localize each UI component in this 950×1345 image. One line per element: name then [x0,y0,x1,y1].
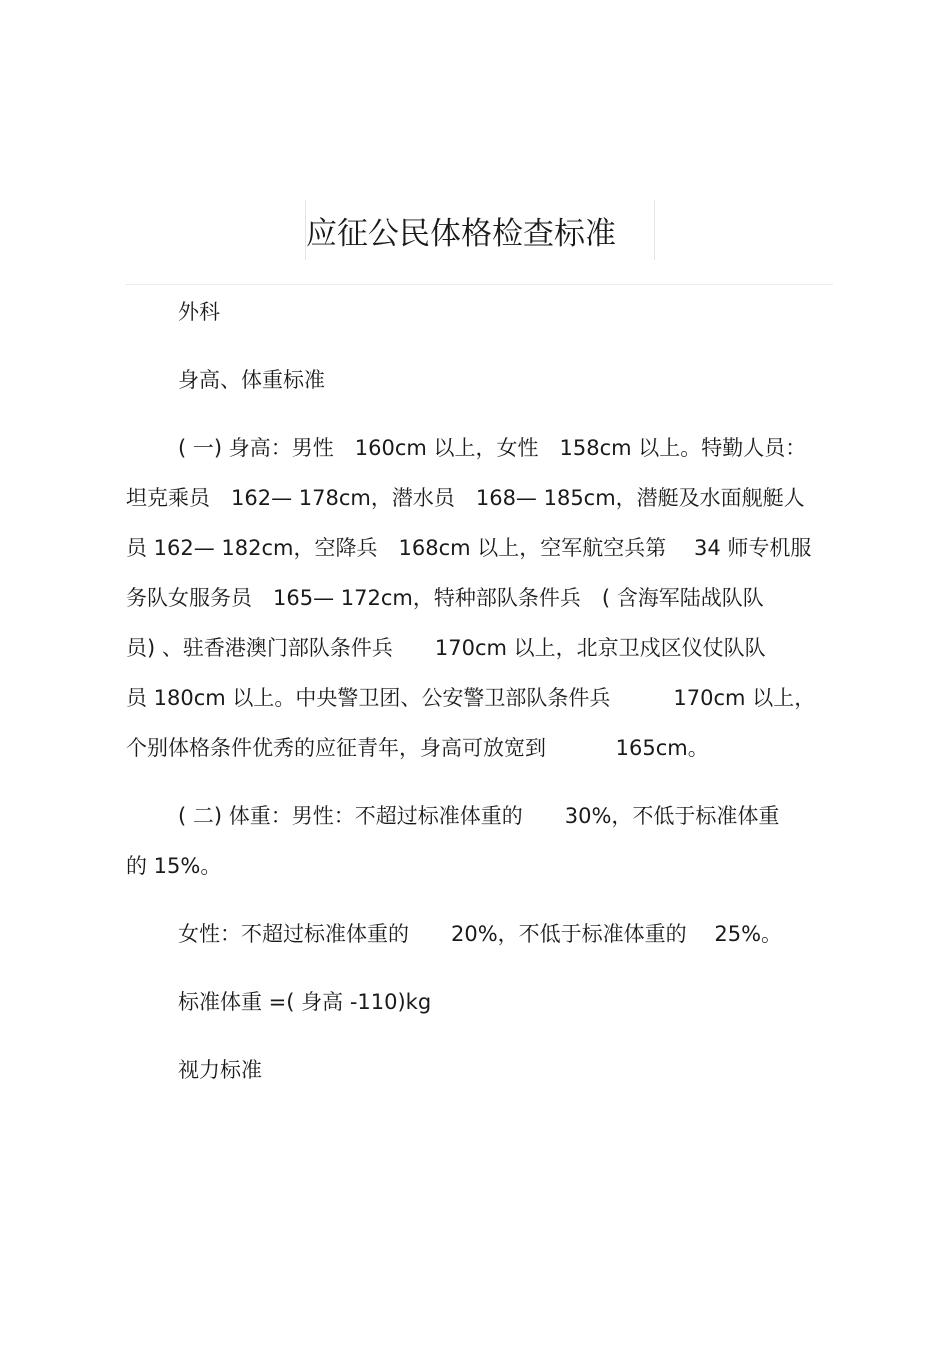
height-line-4: 务队女服务员 165— 172cm，特种部队条件兵 ( 含海军陆战队队 [126,586,764,610]
weight-line-1: ( 二) 体重：男性：不超过标准体重的 30%，不低于标准体重 [178,804,780,828]
section-surgery: 外科 [178,300,220,324]
height-line-3: 员 162— 182cm，空降兵 168cm 以上，空军航空兵第 34 师专机服 [126,536,812,560]
heading-height-weight: 身高、体重标准 [178,368,325,392]
title-frame [305,200,655,260]
paragraph-standard-weight: 标准体重 =( 身高 -110)kg [178,990,432,1014]
paragraph-female-weight: 女性：不超过标准体重的 20%，不低于标准体重的 25%。 [178,922,783,946]
height-line-5: 员) 、驻香港澳门部队条件兵 170cm 以上，北京卫戍区仪仗队队 [126,636,766,660]
title-divider [125,284,833,285]
height-line-6: 员 180cm 以上。中央警卫团、公安警卫部队条件兵 170cm 以上， [126,686,816,710]
weight-line-2: 的 15%。 [126,854,222,878]
document-body [126,287,831,1113]
paragraph-weight [126,791,831,891]
height-line-7: 个别体格条件优秀的应征青年，身高可放宽到 165cm。 [126,736,709,760]
heading-vision: 视力标准 [178,1058,262,1082]
paragraph-height [126,423,831,773]
height-line-2: 坦克乘员 162— 178cm，潜水员 168— 185cm，潜艇及水面舰艇人 [126,486,805,510]
height-line-1: ( 一) 身高：男性 160cm 以上，女性 158cm 以上。特勤人员： [178,436,807,460]
document-title: 应征公民体格检查标准 [306,216,616,252]
